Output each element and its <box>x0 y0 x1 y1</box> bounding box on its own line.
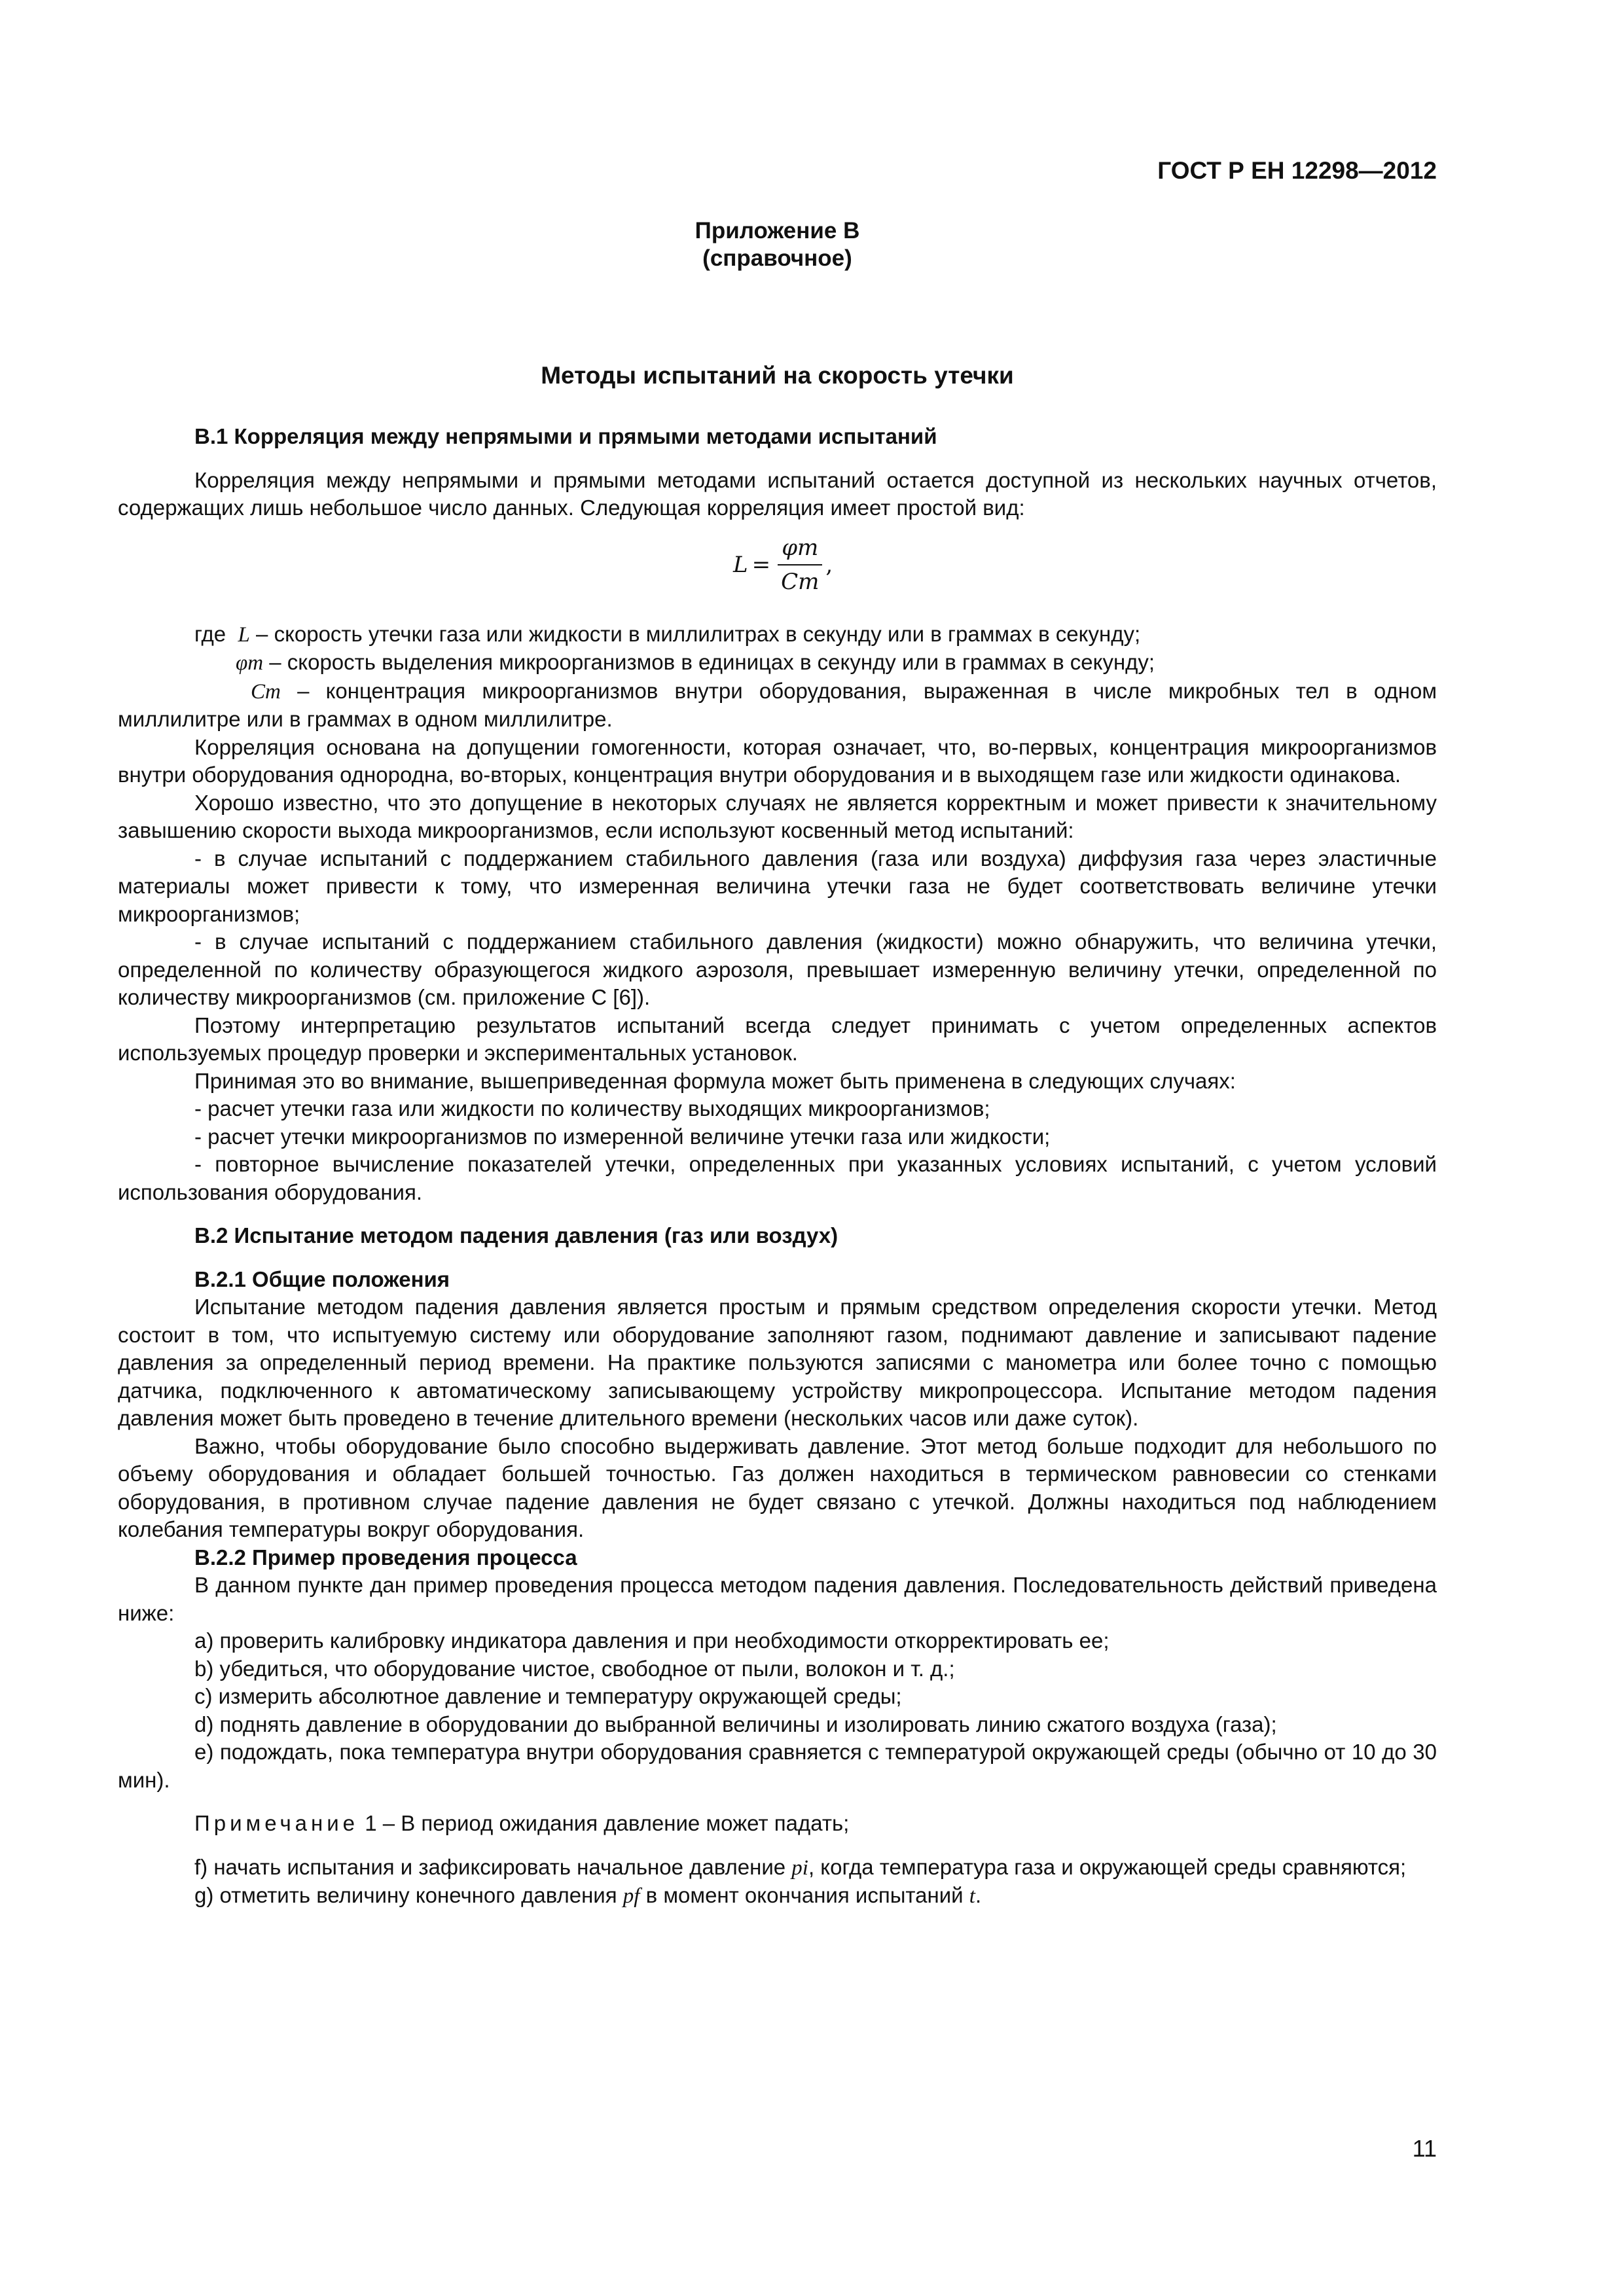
formula <box>118 522 1437 620</box>
symbol-t: t <box>969 1884 975 1908</box>
note-text: 1 – В период ожидания давление может падать; <box>365 1811 850 1835</box>
note-label: Примечание <box>194 1811 359 1835</box>
list-item: - в случае испытаний с поддержанием стабильного давления (газа или воздуха) диффузия газа через эластичные материалы может привести к тому, что измеренная величина утечки газа не будет соответствовать величине утечки микроорганизмов; <box>118 846 1437 926</box>
symbol-C: Cm <box>251 679 281 704</box>
formula-denominator: Cm <box>781 569 820 595</box>
heading-b2: В.2 Испытание методом падения давления (газ или воздух) <box>194 1223 839 1247</box>
page-number: 11 <box>1412 2135 1437 2162</box>
annex-label <box>118 217 1437 272</box>
formula-tail: , <box>825 551 833 578</box>
symbol-phi: φm <box>236 651 264 675</box>
heading-b1: В.1 Корреляция между непрямыми и прямыми методами испытаний <box>194 424 937 448</box>
heading-b21: В.2.1 Общие положения <box>194 1266 450 1291</box>
symbol-pf: pf <box>623 1884 640 1908</box>
definition-L: где L – скорость утечки газа или жидкости в миллилитрах в секунду или в граммах в секунду; <box>194 621 1141 647</box>
annex-title: Приложение B <box>695 218 860 243</box>
document-body <box>118 423 1437 1910</box>
paragraph: Поэтому интерпретацию результатов испытаний всегда следует принимать с учетом определенных аспектов используемых процедур проверки и экспериментальных установок. <box>118 1013 1437 1065</box>
document-page <box>118 0 1437 2296</box>
paragraph: Испытание методом падения давления является простым и прямым средством определения скорости утечки. Метод состоит в том, что испытуемую систему или оборудование заполняют газом, поднимают давление и записывают падение давления за определенный период времени. На практике пользуются записями с манометра или более точно с помощью датчика, подключенного к автоматическому записывающему устройству микропроцессора. Испытание методом падения давления может быть проведено в течение длительного времени (нескольких часов или даже суток). <box>118 1295 1437 1430</box>
list-item: a) проверить калибровку индикатора давления и при необходимости откорректировать ее; <box>194 1628 1110 1653</box>
definition-C: Cm – концентрация микроорганизмов внутри оборудования, выраженная в числе микробных тел в одном миллилитре или в граммах в одном миллилитре. <box>118 678 1437 731</box>
paragraph: Корреляция между непрямыми и прямыми методами испытаний остается доступной из нескольких научных отчетов, содержащих лишь небольшое число данных. Следующая корреляция имеет простой вид: <box>118 467 1437 520</box>
paragraph: В данном пункте дан пример проведения процесса методом падения давления. Последовательность действий приведена ниже: <box>118 1573 1437 1625</box>
paragraph: Хорошо известно, что это допущение в некоторых случаях не является корректным и может привести к значительному завышению скорости выхода микроорганизмов, если используют косвенный метод испытаний: <box>118 790 1437 842</box>
heading-b22: В.2.2 Пример проведения процесса <box>194 1545 577 1570</box>
list-item: f) начать испытания и зафиксировать начальное давление pi, когда температура газа и окружающей среды сравняются; <box>194 1854 1407 1880</box>
paragraph: Принимая это во внимание, вышеприведенная формула может быть применена в следующих случаях: <box>194 1068 1236 1093</box>
formula-lhs: L <box>733 551 748 578</box>
symbol-pi: pi <box>791 1856 808 1880</box>
list-item: - расчет утечки микроорганизмов по измеренной величине утечки газа или жидкости; <box>194 1124 1051 1149</box>
list-item: b) убедиться, что оборудование чистое, свободное от пыли, волокон и т. д.; <box>194 1656 955 1681</box>
note <box>118 1810 1437 1838</box>
list-item: g) отметить величину конечного давления pf в момент окончания испытаний t. <box>194 1883 982 1908</box>
symbol-L: L <box>238 622 250 647</box>
list-item: - расчет утечки газа или жидкости по количеству выходящих микроорганизмов; <box>194 1096 990 1121</box>
section-title: Методы испытаний на скорость утечки <box>541 362 1014 389</box>
annex-status: (справочное) <box>702 245 852 271</box>
list-item: d) поднять давление в оборудовании до выбранной величины и изолировать линию сжатого воздуха (газа); <box>194 1712 1277 1736</box>
paragraph: Корреляция основана на допущении гомогенности, которая означает, что, во-первых, концентрация микроорганизмов внутри оборудования однородна, во-вторых, концентрация внутри оборудования и в выходящем газе или жидкости одинакова. <box>118 734 1437 787</box>
list-item: - в случае испытаний с поддержанием стабильного давления (жидкости) можно обнаружить, что величина утечки, определенной по количеству образующегося жидкого аэрозоля, превышает измеренную величину утечки, определенной по количеству микроорганизмов (см. приложение С [6]). <box>118 929 1437 1009</box>
list-item: - повторное вычисление показателей утечки, определенных при указанных условиях испытаний, с учетом условий использования оборудования. <box>118 1152 1437 1204</box>
definition-phi: φm – скорость выделения микроорганизмов в единицах в секунду или в граммах в секунду; <box>236 650 1155 675</box>
list-item: c) измерить абсолютное давление и температуру окружающей среды; <box>194 1684 902 1708</box>
formula-numerator: φm <box>778 534 822 566</box>
paragraph: Важно, чтобы оборудование было способно выдерживать давление. Этот метод больше подходит для небольшого по объему оборудования и обладает большей точностью. Газ должен находиться в термическом равновесии со стенками оборудования, в противном случае падение давления не будет связано с утечкой. Должны находиться под наблюдением колебания температуры вокруг оборудования. <box>118 1433 1437 1541</box>
list-item: e) подождать, пока температура внутри оборудования сравняется с температурой окружающей среды (обычно от 10 до 30 мин). <box>118 1740 1437 1792</box>
document-code-header: ГОСТ Р ЕН 12298—2012 <box>1157 157 1437 184</box>
formula-eq: = <box>751 551 771 578</box>
